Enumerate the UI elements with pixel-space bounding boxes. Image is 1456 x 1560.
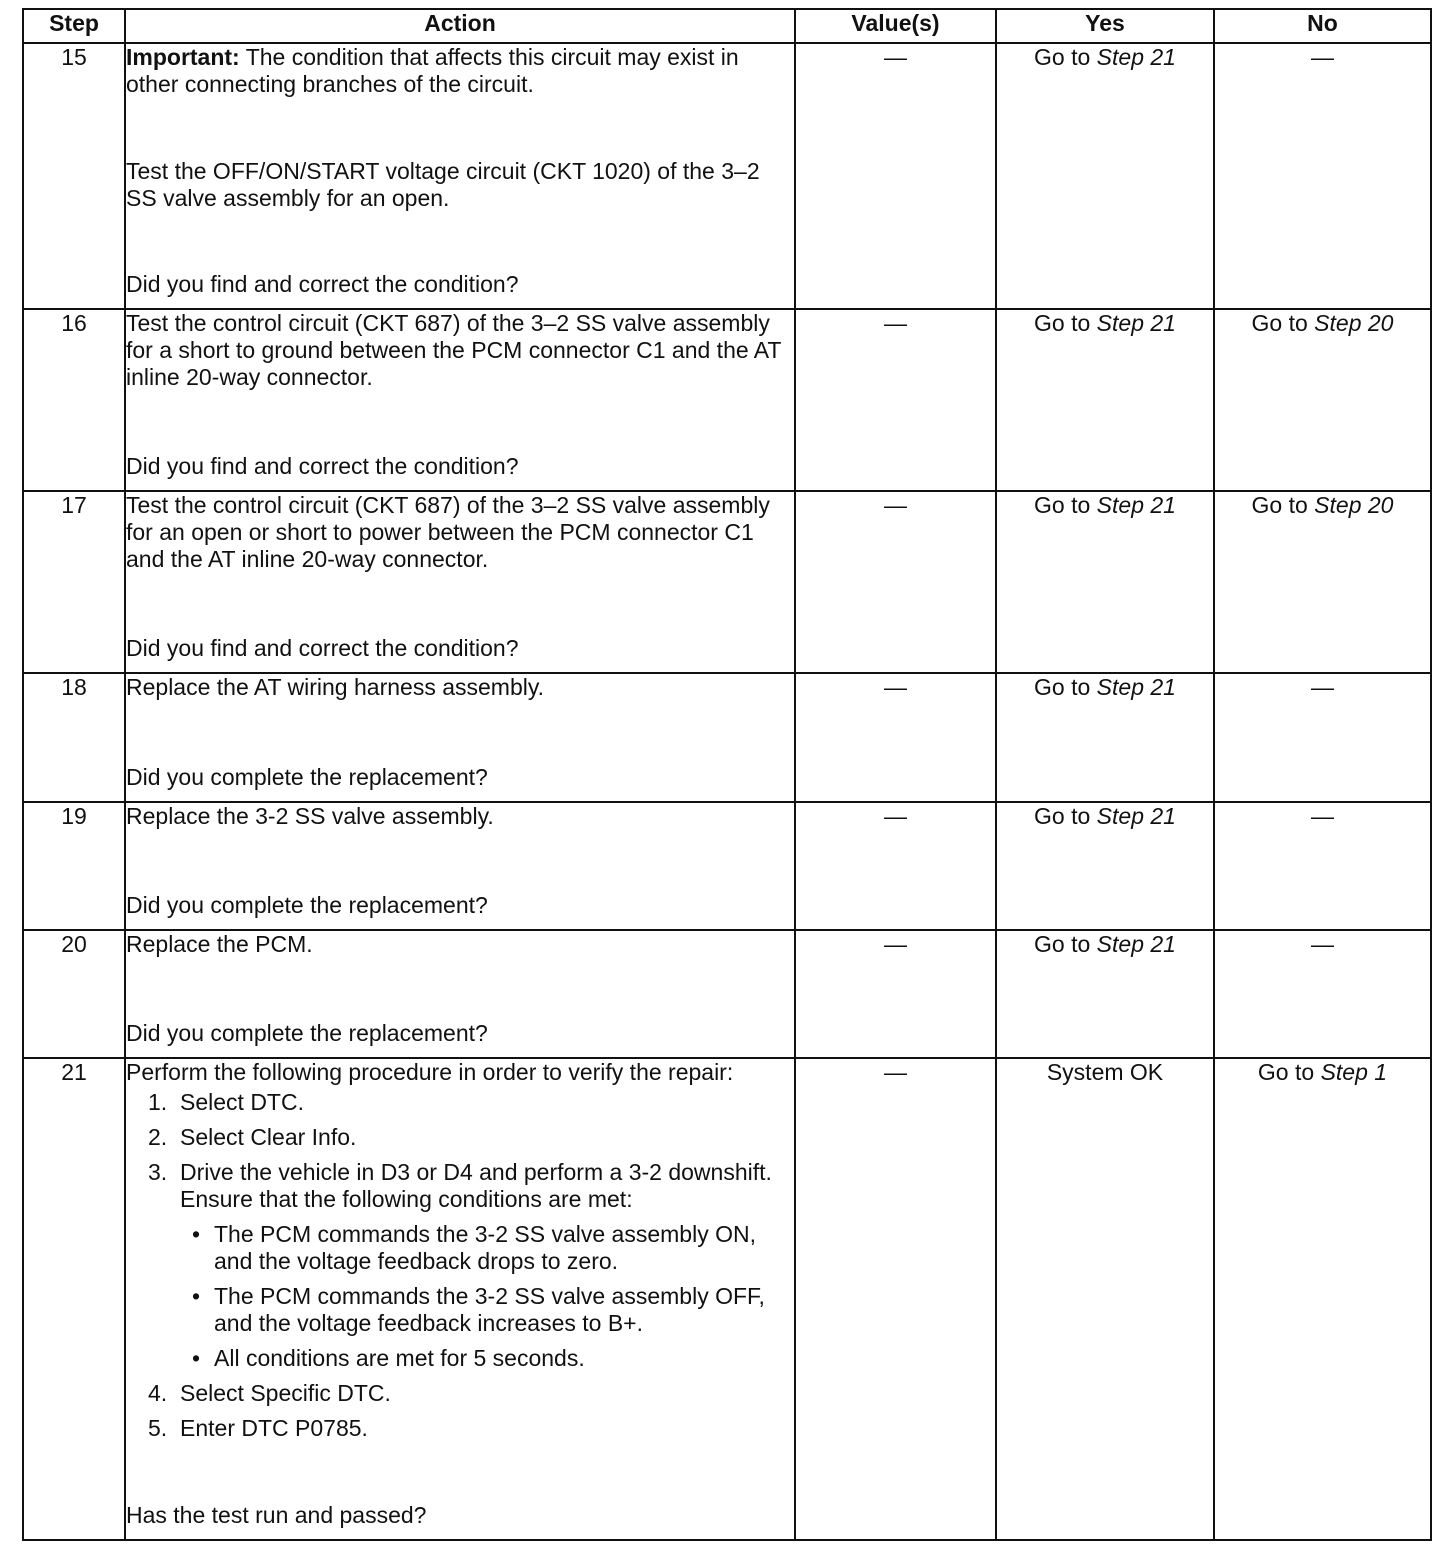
dash: — [1311,674,1334,700]
procedure-intro: Perform the following procedure in order to verify the repair: [126,1059,734,1085]
dash: — [1311,803,1334,829]
procedure-item [148,1380,794,1407]
action-question: Did you complete the replacement? [126,1020,488,1046]
dash: — [884,1059,907,1085]
condition-text: All conditions are met for 5 seconds. [214,1345,585,1371]
important-text: The condition that affects this circuit may exist in other connecting branches of the circuit. [126,44,739,97]
action-text: Test the OFF/ON/START voltage circuit (CKT 1020) of the 3–2 SS valve assembly for an open. [126,157,760,211]
table-row-18 [23,673,1431,802]
values-cell [795,1058,996,1540]
item-text: Select DTC. [180,1089,304,1115]
table-row-21 [23,1058,1431,1540]
action-question: Did you complete the replacement? [126,764,488,790]
action-question: Did you find and correct the condition? [126,453,519,479]
dash: — [884,674,907,700]
bullet: • [192,1345,201,1371]
action-text: Test the control circuit (CKT 687) of the 3–2 SS valve assembly for an open or short to power between the PCM connector C1 and the AT inline 20-way connector. [126,492,770,572]
values-cell [795,491,996,673]
condition-text: The PCM commands the 3-2 SS valve assembly ON, and the voltage feedback drops to zero. [214,1221,756,1274]
dash: — [1311,931,1334,957]
header-no: No [1214,9,1431,43]
goto-prefix: Go to [1034,803,1091,829]
action-cell [125,491,795,673]
no-step-link: Step 20 [1314,492,1394,518]
action-cell [125,1058,795,1540]
diagnostic-table [22,8,1432,1541]
yes-cell [996,491,1214,673]
yes-cell [996,930,1214,1058]
no-cell [1214,1058,1431,1540]
action-text: Replace the PCM. [126,931,313,957]
procedure-list [126,1089,794,1442]
goto-prefix: Go to [1034,492,1091,518]
bullet: • [192,1283,201,1309]
dash: — [884,310,907,336]
action-cell [125,309,795,491]
condition-item [180,1345,794,1372]
table-row-17 [23,491,1431,673]
table-row-19 [23,802,1431,930]
yes-step-link: Step 21 [1096,674,1176,700]
important-note [126,44,794,98]
table-row-20 [23,930,1431,1058]
yes-cell [996,309,1214,491]
action-question: Did you complete the replacement? [126,892,488,918]
action-question: Did you find and correct the condition? [126,271,519,297]
header-step: Step [23,9,125,43]
goto-prefix: Go to [1251,492,1308,518]
goto-prefix: Go to [1034,310,1091,336]
step-number: 21 [23,1058,125,1540]
goto-prefix: Go to [1034,44,1091,70]
action-question: Has the test run and passed? [126,1502,427,1528]
item-text: Enter DTC P0785. [180,1415,368,1441]
action-text: Test the control circuit (CKT 687) of the 3–2 SS valve assembly for a short to ground between the PCM connector C1 and the AT inline 20-way connector. [126,310,782,390]
no-cell [1214,43,1431,309]
step-number: 18 [23,673,125,802]
dash: — [884,492,907,518]
no-step-link: Step 20 [1314,310,1394,336]
goto-prefix: Go to [1251,310,1308,336]
step-number: 19 [23,802,125,930]
condition-text: The PCM commands the 3-2 SS valve assembly OFF, and the voltage feedback increases to B+. [214,1283,765,1336]
yes-result: System OK [1046,1059,1164,1085]
yes-step-link: Step 21 [1096,803,1176,829]
dash: — [884,44,907,70]
goto-prefix: Go to [1034,674,1091,700]
yes-cell [996,1058,1214,1540]
item-text: Select Clear Info. [180,1124,357,1150]
item-number: 2. [148,1124,168,1150]
action-cell [125,673,795,802]
action-cell [125,802,795,930]
no-cell [1214,802,1431,930]
yes-cell [996,43,1214,309]
dash: — [1311,44,1334,70]
yes-step-link: Step 21 [1096,931,1176,957]
yes-cell [996,673,1214,802]
header-values: Value(s) [795,9,996,43]
action-text: Replace the 3-2 SS valve assembly. [126,803,494,829]
procedure-item [148,1124,794,1151]
no-cell [1214,491,1431,673]
goto-prefix: Go to [1257,1059,1315,1085]
condition-item [180,1283,794,1337]
action-question: Did you find and correct the condition? [126,635,519,661]
action-cell [125,930,795,1058]
yes-step-link: Step 21 [1096,310,1176,336]
item-number: 1. [148,1089,168,1115]
step-number: 15 [23,43,125,309]
item-number: 4. [148,1380,168,1406]
item-number: 3. [148,1159,168,1185]
action-cell [125,43,795,309]
procedure-item [148,1159,794,1372]
header-action: Action [125,9,795,43]
yes-step-link: Step 21 [1096,44,1176,70]
header-row [23,9,1431,43]
values-cell [795,43,996,309]
step-number: 17 [23,491,125,673]
dash: — [884,931,907,957]
important-label: Important: [126,44,240,70]
no-cell [1214,930,1431,1058]
step-number: 20 [23,930,125,1058]
values-cell [795,673,996,802]
yes-cell [996,802,1214,930]
condition-item [180,1221,794,1275]
item-text: Drive the vehicle in D3 or D4 and perform a 3-2 downshift. Ensure that the following conditions are met: [180,1159,772,1212]
table-row-15 [23,43,1431,309]
no-step-link: Step 1 [1320,1059,1388,1085]
values-cell [795,802,996,930]
no-cell [1214,309,1431,491]
procedure-item [148,1415,794,1442]
values-cell [795,309,996,491]
step-number: 16 [23,309,125,491]
dash: — [884,803,907,829]
values-cell [795,930,996,1058]
header-yes: Yes [996,9,1214,43]
table-row-16 [23,309,1431,491]
no-cell [1214,673,1431,802]
procedure-item [148,1089,794,1116]
bullet: • [192,1221,201,1247]
item-text: Select Specific DTC. [180,1380,391,1406]
goto-prefix: Go to [1034,931,1091,957]
action-text: Replace the AT wiring harness assembly. [126,674,545,700]
yes-step-link: Step 21 [1096,492,1176,518]
item-number: 5. [148,1415,168,1441]
condition-list [180,1221,794,1372]
